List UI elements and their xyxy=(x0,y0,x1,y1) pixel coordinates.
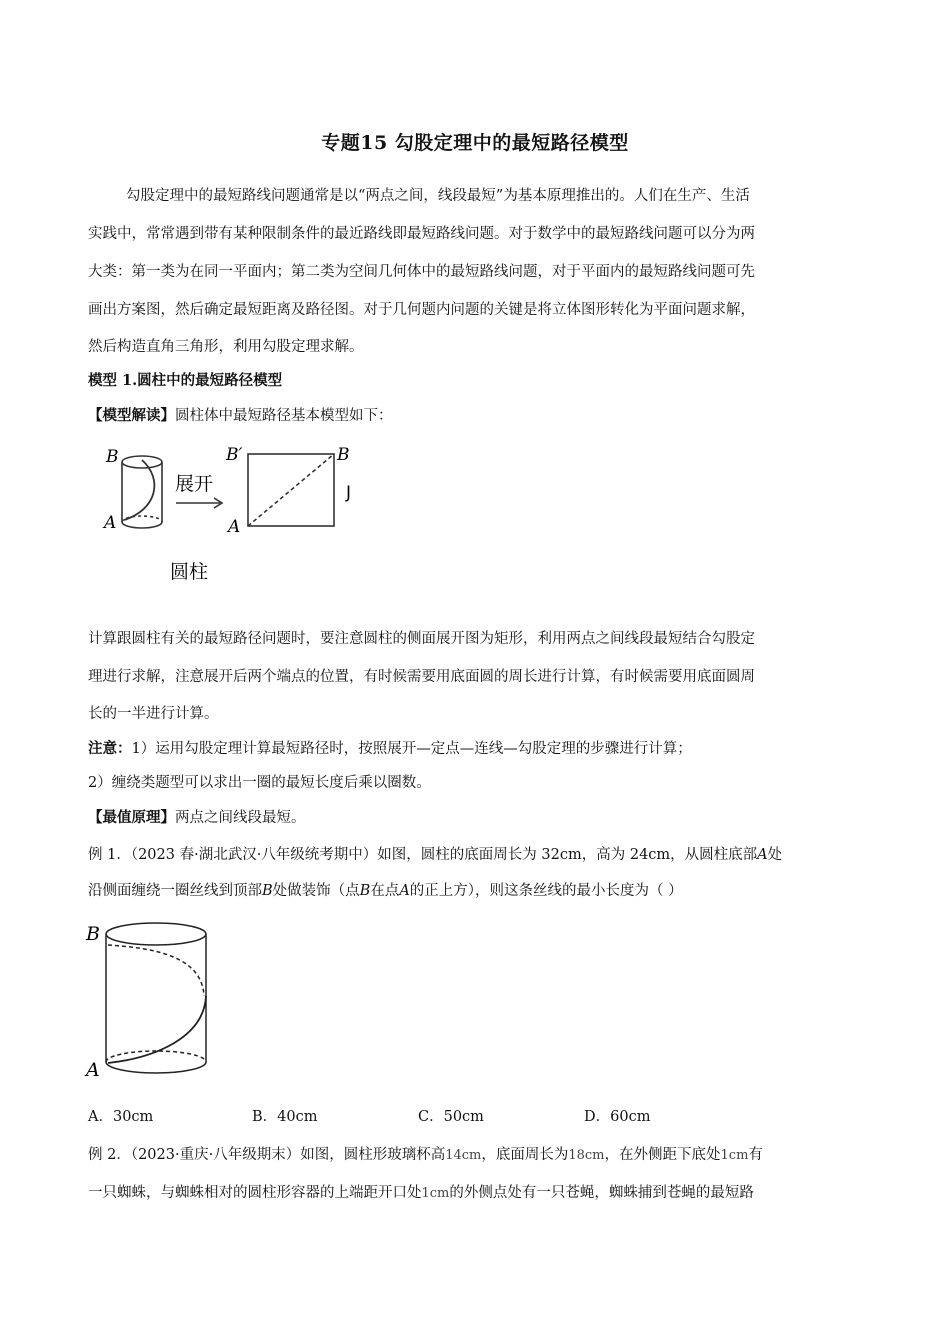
note2: 2）缠绕类题型可以求出一圈的最短长度后乘以圈数。 xyxy=(88,775,431,791)
example1-line1 xyxy=(88,836,782,874)
example2-line2 xyxy=(88,1174,754,1213)
ex1-point-B: B xyxy=(262,883,273,899)
option-c[interactable]: C．50cm xyxy=(418,1109,484,1125)
principle-tag: 【最值原理】 xyxy=(88,809,175,826)
ex1-text: 例 1．（2023 春·湖北武汉·八年级统考期中）如图，圆柱的底面周长为 32cm，高为 24cm，从圆柱底部 xyxy=(88,847,758,863)
ex2-text: ，底面周长为 xyxy=(481,1147,569,1163)
note-tag: 注意： xyxy=(88,740,132,757)
note-text: 1）运用勾股定理计算最短路径时，按照展开—定点—连线—勾股定理的步骤进行计算； xyxy=(131,741,692,757)
cut-glyph: J xyxy=(346,483,352,503)
option-a[interactable]: A．30cm xyxy=(88,1109,154,1125)
intro-line: 实践中，常常遇到带有某种限制条件的最近路线即最短路线问题。对于数学中的最短路线问题可以分为两 xyxy=(88,226,755,242)
intro-line: 然后构造直角三角形，利用勾股定理求解。 xyxy=(88,339,364,355)
model1-heading: 模型 1.圆柱中的最短路径模型 xyxy=(88,372,283,389)
ex2-text: 的外侧点处有一只苍蝇，蜘蛛捕到苍蝇的最短路 xyxy=(449,1185,754,1201)
label-A: A xyxy=(104,513,117,533)
example1-cylinder-figure xyxy=(84,916,224,1086)
ex1-text: 在点 xyxy=(370,883,400,899)
unfolded-rectangle xyxy=(248,454,334,526)
ex2-text: 例 2．（2023·重庆·八年级期末）如图，圆柱形玻璃杯高 xyxy=(88,1147,446,1163)
arrow xyxy=(176,498,222,508)
ex1-text: 处 xyxy=(767,847,783,863)
diagram-caption: 圆柱 xyxy=(170,561,209,583)
ex1-text: 的正上方），则这条丝线的最小长度为（ ） xyxy=(409,883,683,899)
ex1-point-A: A xyxy=(757,847,768,863)
page-title: 专题15 勾股定理中的最短路径模型 xyxy=(321,132,629,154)
principle xyxy=(88,799,306,837)
ex1-text: 沿侧面缠绕一圈丝线到顶部 xyxy=(88,883,262,899)
intro-line: 画出方案图，然后确定最短距离及路径图。对于几何题内问题的关键是将立体图形转化为平面问题求解， xyxy=(88,302,755,318)
ex2-text: 有 xyxy=(748,1147,763,1163)
label-A-bottom: A xyxy=(228,517,241,537)
cylinder-shape xyxy=(122,456,162,528)
fig-label-A: A xyxy=(86,1059,100,1081)
ex2-distance: 1cm xyxy=(720,1148,749,1163)
calc-line: 理进行求解，注意展开后两个端点的位置，有时候需要用底面圆的周长进行计算，有时候需要用底面圆周 xyxy=(88,669,755,685)
model-interpret xyxy=(88,397,393,435)
example1-line2 xyxy=(88,872,683,910)
label-B-right: B xyxy=(337,445,350,465)
note xyxy=(88,730,692,768)
model-interpret-text: 圆柱体中最短路径基本模型如下： xyxy=(175,408,393,424)
ex2-height: 14cm xyxy=(445,1148,482,1163)
calc-line: 计算跟圆柱有关的最短路径问题时，要注意圆柱的侧面展开图为矩形，利用两点之间线段最短结合勾股定 xyxy=(88,631,755,647)
expand-label: 展开 xyxy=(175,473,214,495)
fig-label-B: B xyxy=(86,923,100,945)
principle-text: 两点之间线段最短。 xyxy=(175,810,306,826)
ex1-point-A: A xyxy=(399,883,410,899)
ex2-distance: 1cm xyxy=(421,1186,450,1201)
intro-line: 勾股定理中的最短路线问题通常是以“两点之间，线段最短”为基本原理推出的。人们在生产、生活 xyxy=(126,188,750,204)
intro-line: 大类：第一类为在同一平面内；第二类为空间几何体中的最短路线问题，对于平面内的最短路线问题可先 xyxy=(88,264,755,280)
model-interpret-tag: 【模型解读】 xyxy=(88,407,175,424)
cylinder-unfold-diagram xyxy=(100,440,370,600)
ex2-text: 一只蜘蛛，与蜘蛛相对的圆柱形容器的上端距开口处 xyxy=(88,1185,422,1201)
ex1-text: 处做装饰（点 xyxy=(272,883,360,899)
example2-line1 xyxy=(88,1136,763,1175)
calc-line: 长的一半进行计算。 xyxy=(88,706,219,722)
option-b[interactable]: B．40cm xyxy=(252,1109,318,1125)
label-B-prime: B′ xyxy=(226,445,243,465)
ex2-circumference: 18cm xyxy=(568,1148,605,1163)
option-d[interactable]: D．60cm xyxy=(584,1109,651,1125)
ex2-text: ，在外侧距下底处 xyxy=(604,1147,721,1163)
label-B: B xyxy=(106,447,119,467)
ex1-point-B: B xyxy=(359,883,371,899)
